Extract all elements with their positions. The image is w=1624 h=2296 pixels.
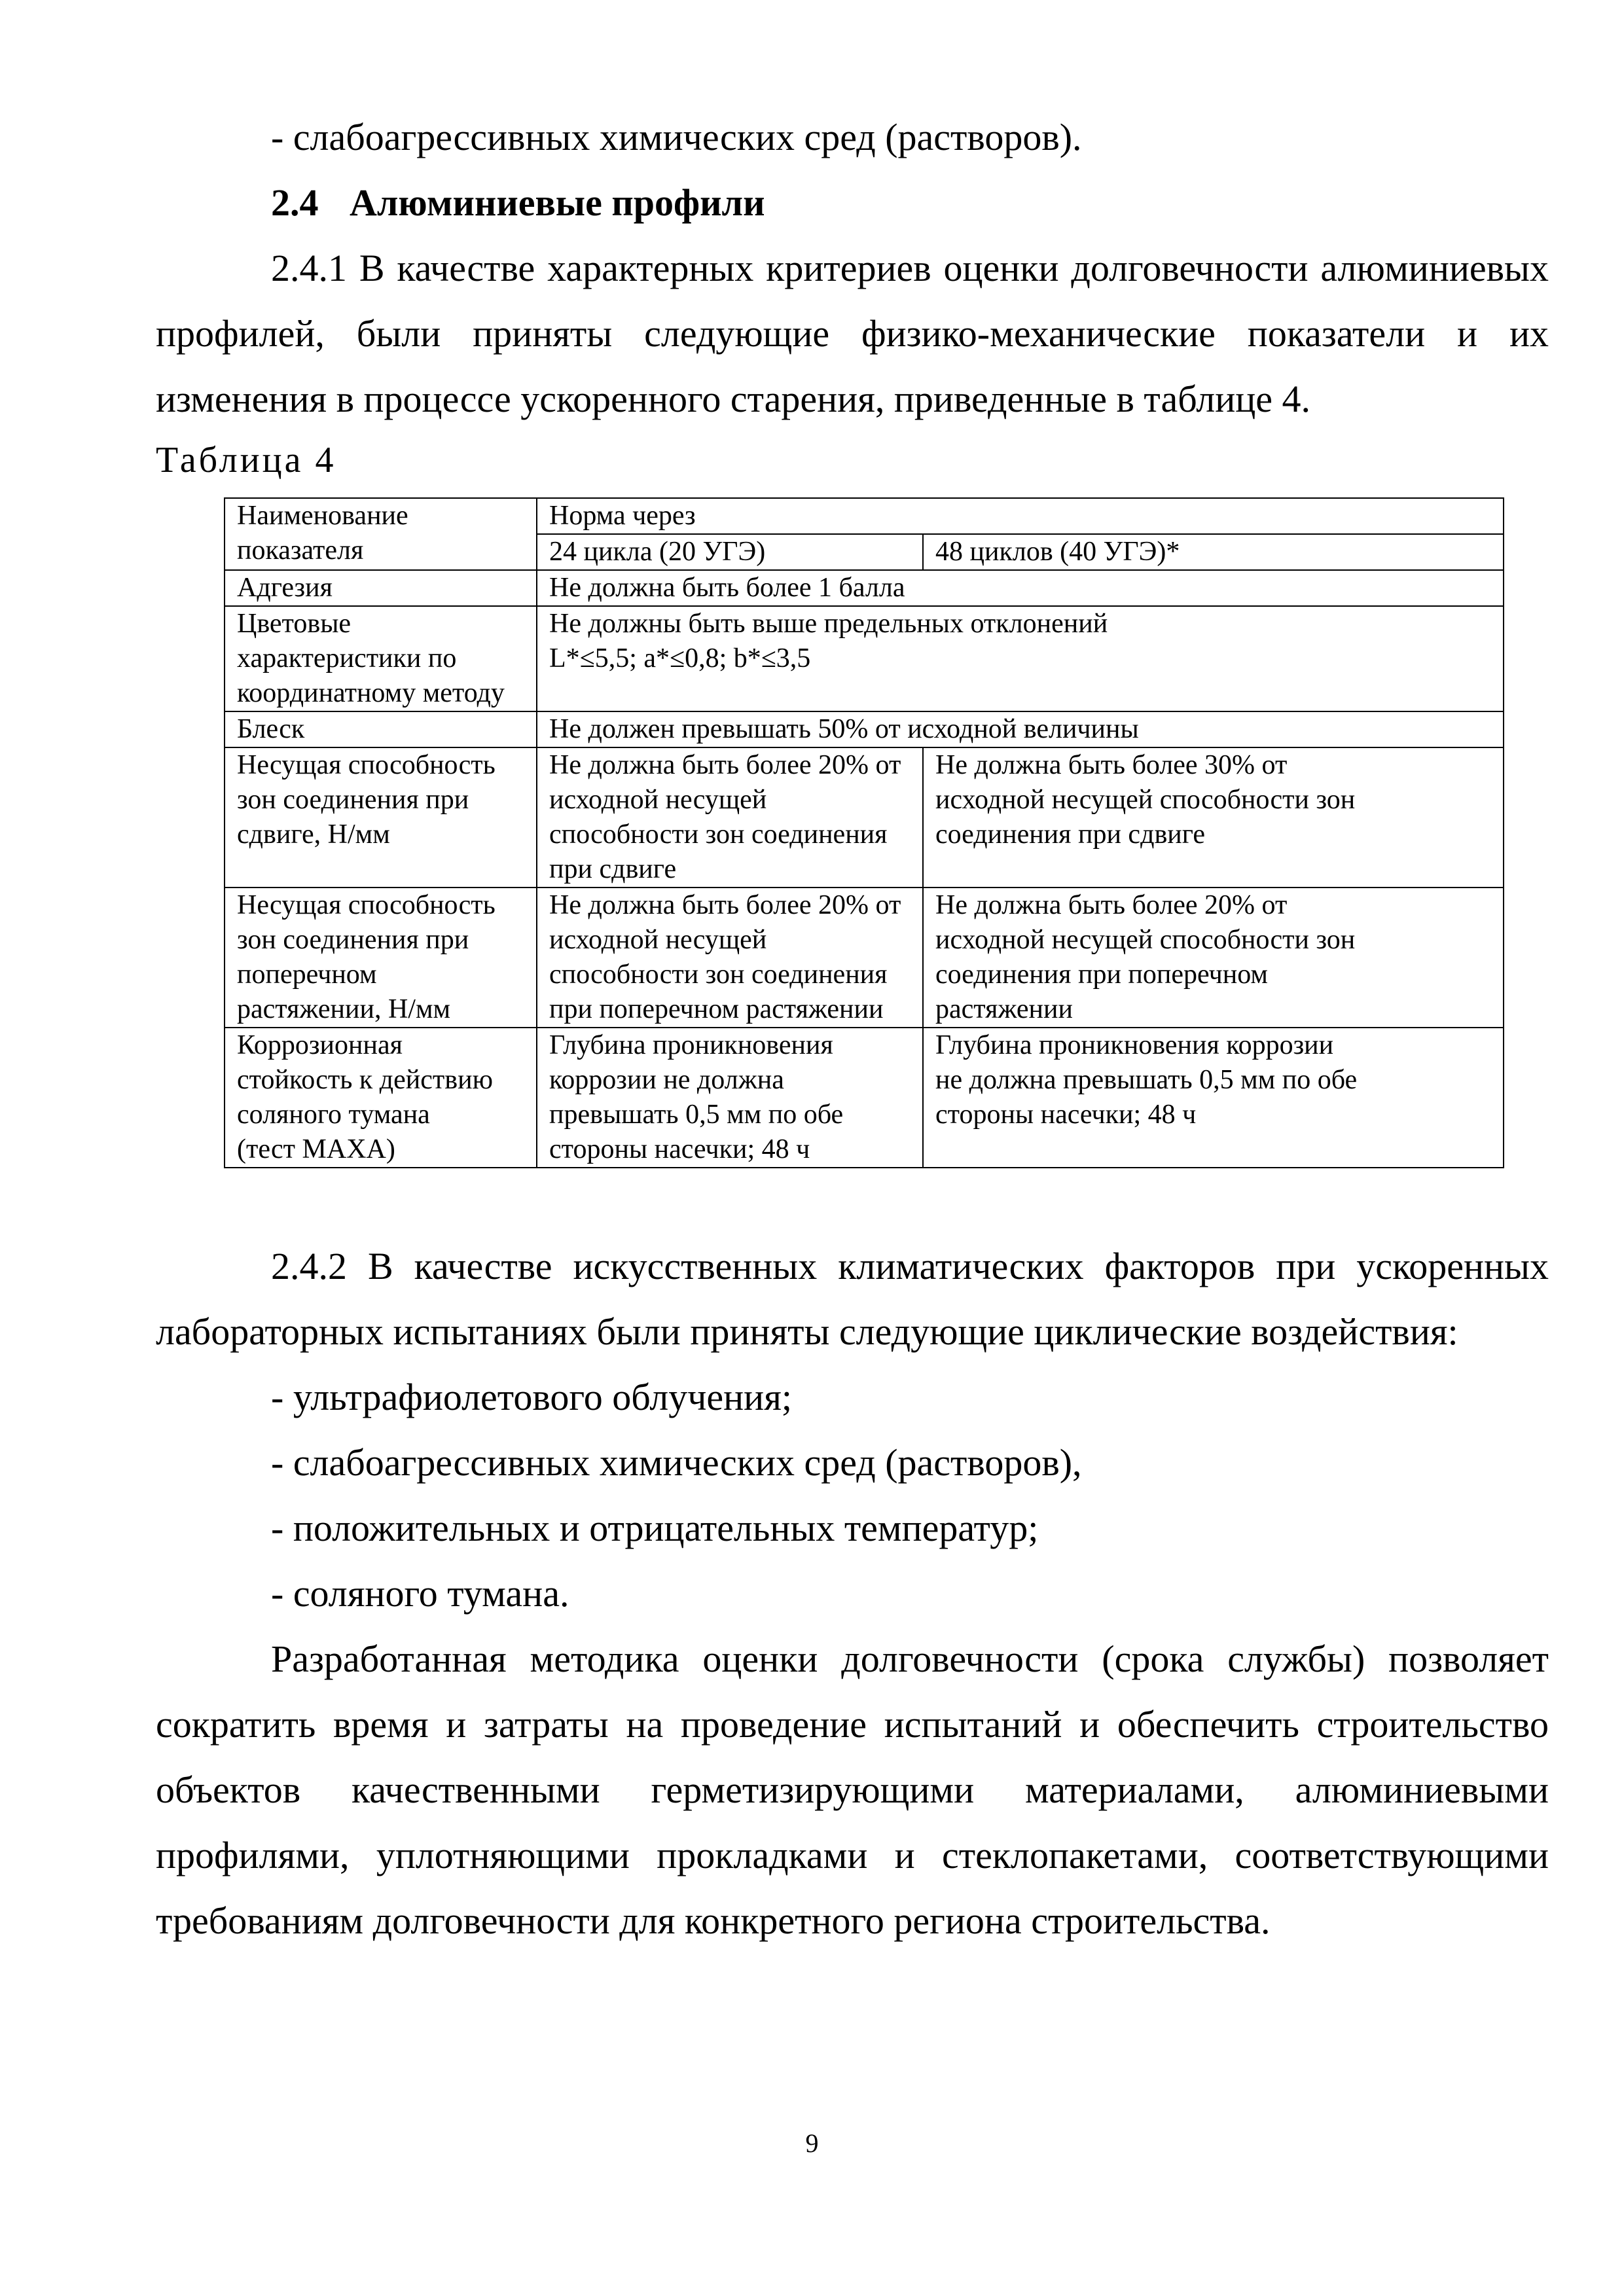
cell-line: способности зон соединения [549, 960, 888, 990]
cell-line: Не должны быть выше предельных отклонений [549, 609, 1108, 639]
cell-gloss-value [537, 711, 1504, 747]
cell-tension-name [225, 888, 537, 1028]
cell-line: не должна превышать 0,5 мм по обе [935, 1065, 1358, 1095]
cell-line: поперечном [237, 960, 377, 990]
cell-line: исходной несущей [549, 925, 767, 955]
cell-line: стойкость к действию [237, 1065, 493, 1095]
table-row-corrosion [225, 1028, 1504, 1168]
cell-adhesion-name [225, 570, 537, 606]
cell-color-value [537, 606, 1504, 711]
document-page [156, 105, 1549, 1954]
cell-line: Наименование [237, 501, 408, 531]
section-heading [156, 170, 1549, 236]
cell-line: стороны насечки; 48 ч [935, 1100, 1197, 1130]
cell-line: превышать 0,5 мм по обе [549, 1100, 844, 1130]
cell-line: координатному методу [237, 678, 505, 708]
list-item-salt-fog: - соляного тумана. [271, 1572, 569, 1615]
cell-line: Не должна быть более 30% от [935, 750, 1288, 780]
cell-line: характеристики по [237, 643, 457, 673]
cell-line: показателя [237, 535, 364, 565]
cell-line: стороны насечки; 48 ч [549, 1134, 810, 1164]
cell-line: растяжении [935, 994, 1073, 1024]
cell-line: Не должна быть более 20% от [935, 890, 1288, 920]
table-header-row [225, 498, 1504, 534]
cell-line: соединения при поперечном [935, 960, 1268, 990]
header-norm-group: Норма через [537, 498, 1504, 534]
cell-tension-24 [537, 888, 923, 1028]
cell-shear-name [225, 747, 537, 888]
list-item-chemical: - слабоагрессивных химических сред (растворов), [271, 1441, 1082, 1484]
cell-line: соляного тумана [237, 1100, 430, 1130]
table-row-shear [225, 747, 1504, 888]
cell-line: Коррозионная [237, 1030, 403, 1060]
cell-line: Не должна быть более 1 балла [549, 573, 905, 603]
cell-line: Адгезия [237, 573, 333, 603]
cell-line: L*≤5,5; a*≤0,8; b*≤3,5 [549, 643, 811, 673]
cell-line: Блеск [237, 714, 305, 744]
cell-corrosion-24 [537, 1028, 923, 1168]
cell-line: Не должна быть более 20% от [549, 890, 901, 920]
spacer [156, 1168, 1549, 1234]
cell-line: исходной несущей способности зон [935, 785, 1356, 815]
list-item-uv: - ультрафиолетового облучения; [271, 1376, 792, 1418]
cell-line: при сдвиге [549, 854, 677, 884]
paragraph-2-4-1: 2.4.1 В качестве характерных критериев оценки долговечности алюминиевых профилей, были приняты следующие физико-механические показатели и их изменения в процессе ускоренного старения, приведенные в таблице 4. [156, 247, 1549, 420]
page-number: 9 [805, 2128, 819, 2158]
cell-line: (тест МАХА) [237, 1134, 395, 1164]
table-row-adhesion [225, 570, 1504, 606]
conclusion-paragraph: Разработанная методика оценки долговечности (срока службы) позволяет сократить время и затраты на проведение испытаний и обеспечить строительство объектов качественными герметизирующими материалами, алюминиевыми профилями, уплотняющими прокладками и стеклопакетами, соответствующими требованиям долговечности для конкретного региона строительства. [156, 1638, 1549, 1942]
cell-adhesion-value [537, 570, 1504, 606]
table-row-tension [225, 888, 1504, 1028]
cell-line: сдвиге, Н/мм [237, 819, 390, 850]
cell-line: Несущая способность [237, 890, 496, 920]
cell-corrosion-name [225, 1028, 537, 1168]
cell-shear-24 [537, 747, 923, 888]
cell-line: Несущая способность [237, 750, 496, 780]
cell-line: Цветовые [237, 609, 352, 639]
cell-corrosion-48 [923, 1028, 1504, 1168]
cell-line: растяжении, Н/мм [237, 994, 451, 1024]
intro-line: - слабоагрессивных химических сред (растворов). [271, 116, 1082, 158]
cell-line: исходной несущей способности зон [935, 925, 1356, 955]
cell-shear-48 [923, 747, 1504, 888]
cell-line: зон соединения при [237, 925, 469, 955]
table-caption: Таблица 4 [156, 440, 336, 480]
table-row-gloss [225, 711, 1504, 747]
cell-line: Не должна быть более 20% от [549, 750, 901, 780]
cell-line: Глубина проникновения коррозии [935, 1030, 1334, 1060]
cell-line: Глубина проникновения [549, 1030, 833, 1060]
cell-tension-48 [923, 888, 1504, 1028]
cell-gloss-name [225, 711, 537, 747]
cell-line: исходной несущей [549, 785, 767, 815]
cell-line: зон соединения при [237, 785, 469, 815]
cell-line: коррозии не должна [549, 1065, 784, 1095]
cell-line: способности зон соединения [549, 819, 888, 850]
header-indicator-name [225, 498, 537, 570]
cell-line: соединения при сдвиге [935, 819, 1206, 850]
list-item-temperature: - положительных и отрицательных температур; [271, 1507, 1039, 1549]
cell-line: при поперечном растяжении [549, 994, 884, 1024]
table-4 [224, 497, 1504, 1168]
header-48-cycles: 48 циклов (40 УГЭ)* [923, 534, 1504, 570]
cell-color-name [225, 606, 537, 711]
cell-line: Не должен превышать 50% от исходной величины [549, 714, 1139, 744]
paragraph-2-4-2: 2.4.2 В качестве искусственных климатических факторов при ускоренных лабораторных испытаниях были приняты следующие циклические воздействия: [156, 1245, 1549, 1353]
header-24-cycles: 24 цикла (20 УГЭ) [537, 534, 923, 570]
section-number: 2.4 [271, 181, 319, 224]
table-row-color [225, 606, 1504, 711]
section-title: Алюминиевые профили [350, 181, 765, 224]
